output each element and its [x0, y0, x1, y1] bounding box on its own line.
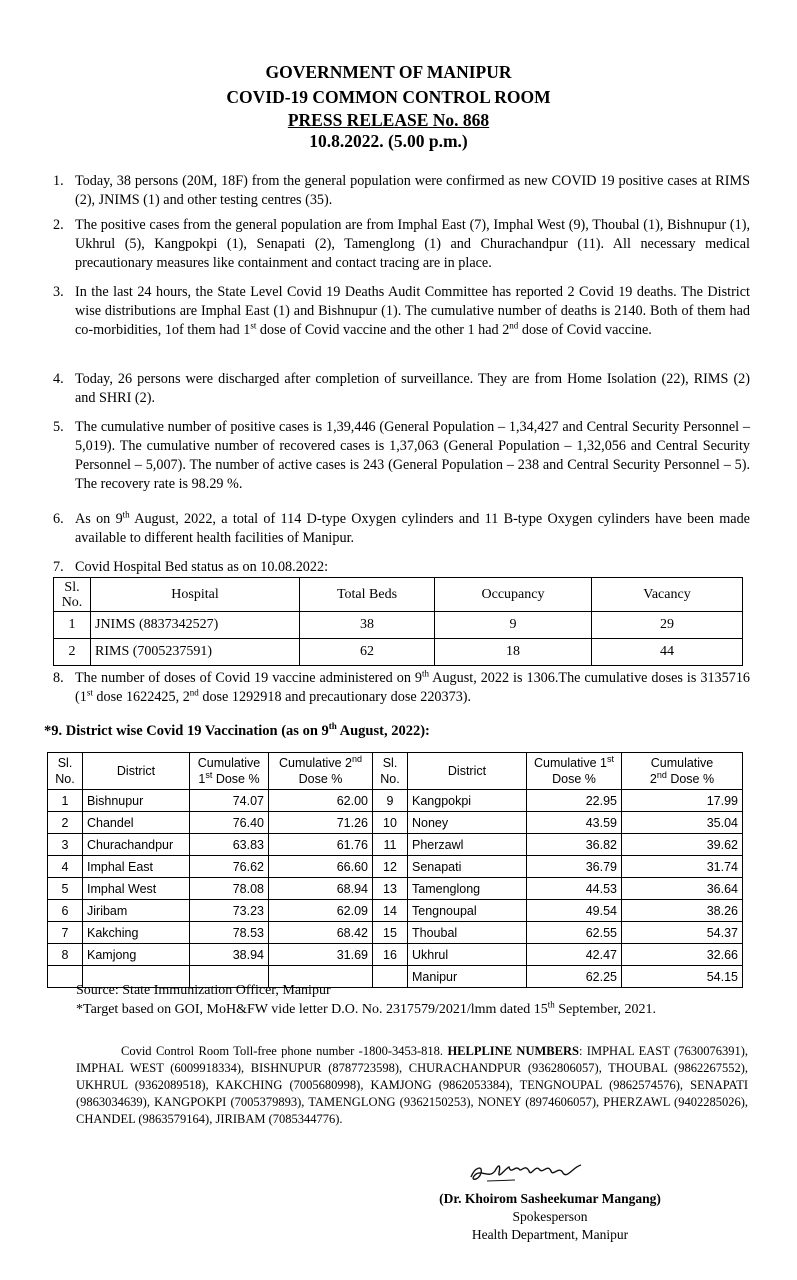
cell-district: Senapati — [408, 856, 527, 878]
hospital-bed-table — [53, 577, 743, 666]
cell-dose1: 76.40 — [190, 812, 269, 834]
cell-district: Bishnupur — [83, 790, 190, 812]
cell-district: Kamjong — [83, 944, 190, 966]
cell-sl: 8 — [48, 944, 83, 966]
cell-sl: 1 — [54, 612, 91, 639]
cell-dose2: 17.99 — [622, 790, 743, 812]
cell-sl: 13 — [373, 878, 408, 900]
cell-district: Kangpokpi — [408, 790, 527, 812]
cell-dose1: 62.25 — [527, 966, 622, 988]
header-control-room: COVID-19 COMMON CONTROL ROOM — [226, 87, 551, 107]
col-header-sl-right: Sl. No. — [373, 753, 408, 790]
cell-dose2: 32.66 — [622, 944, 743, 966]
cell-dose1: 44.53 — [527, 878, 622, 900]
table-row — [48, 922, 743, 944]
cell-sl: 15 — [373, 922, 408, 944]
cell-sl: 12 — [373, 856, 408, 878]
cell-dose2: 36.64 — [622, 878, 743, 900]
helpline-contact-text: Covid Control Room Toll-free phone number -1800-3453-818. HELPLINE NUMBERS: IMPHAL EAST (7630076391), IMPHAL WEST (6009918334), BISHNUPUR (8787723598), CHURACHANDPUR (9362806057), THOUBAL (9862267552), UKHRUL (9362089518), KAKCHING (7005680998), KAMJONG (9862053384), TENGNOUPAL (9862574576), SENAPATI (9863034639), KANGPOKPI (7005379893), TAMENGLONG (9362150253), NONEY (8974606057), PHERZAWL (9402285026), CHANDEL (9863579164), JIRIBAM (7085344776). — [76, 1044, 748, 1126]
cell-dose2: 68.42 — [269, 922, 373, 944]
target-note: *Target based on GOI, MoH&FW vide letter D.O. No. 2317579/2021/lmm dated 15th September, 2021. — [76, 999, 657, 1017]
cell-dose1: 78.53 — [190, 922, 269, 944]
cell-total-beds: 62 — [300, 639, 435, 666]
cell-dose1: 42.47 — [527, 944, 622, 966]
point-1 — [53, 172, 750, 210]
col-header-occupancy: Occupancy — [435, 578, 592, 612]
cell-occupancy: 18 — [435, 639, 592, 666]
cell-district: Tamenglong — [408, 878, 527, 900]
point-8 — [53, 669, 750, 707]
point-number: 4. — [53, 371, 64, 387]
cell-dose1: 38.94 — [190, 944, 269, 966]
cell-dose2: 62.09 — [269, 900, 373, 922]
point-3 — [53, 283, 750, 340]
cell-dose2: 54.37 — [622, 922, 743, 944]
cell-dose1: 49.54 — [527, 900, 622, 922]
point-number: 2. — [53, 217, 64, 233]
cell-district: Kakching — [83, 922, 190, 944]
col-header-sl: Sl. No. — [54, 578, 91, 612]
cell-district: Jiribam — [83, 900, 190, 922]
point-number: 8. — [53, 670, 64, 686]
cell-district: Thoubal — [408, 922, 527, 944]
cell-dose1: 36.79 — [527, 856, 622, 878]
point-7 — [53, 558, 750, 577]
point-text: The positive cases from the general population are from Imphal East (7), Imphal West (9), Thoubal (1), Bishnupur (1), Ukhrul (5), Kangpokpi (1), Senapati (2), Tamenglong (1) and Churachandpur (11). All necessary medical precautionary measures like containment and contact tracing are in place. — [75, 217, 750, 271]
cell-dose2: 31.74 — [622, 856, 743, 878]
cell-district: Churachandpur — [83, 834, 190, 856]
table-row — [48, 834, 743, 856]
point-text: As on 9th August, 2022, a total of 114 D-type Oxygen cylinders and 11 B-type Oxygen cylinders have been made available to different health facilities of Manipur. — [75, 509, 750, 546]
point-text: Today, 26 persons were discharged after completion of surveillance. They are from Home Isolation (22), RIMS (2) and SHRI (2). — [75, 371, 750, 406]
header-press-release-number: PRESS RELEASE No. 868 — [287, 110, 490, 130]
table-row — [48, 878, 743, 900]
point-number: 1. — [53, 173, 64, 189]
col-header-vacancy: Vacancy — [592, 578, 743, 612]
table-row — [48, 900, 743, 922]
cell-sl: 16 — [373, 944, 408, 966]
table-row — [54, 639, 743, 666]
cell-sl: 6 — [48, 900, 83, 922]
cell-dose1: 43.59 — [527, 812, 622, 834]
cell-sl: 2 — [54, 639, 91, 666]
cell-district: Ukhrul — [408, 944, 527, 966]
col-header-dose2-right: Cumulative 2nd Dose % — [622, 753, 743, 790]
signatory-role: Spokesperson — [512, 1209, 588, 1224]
cell-dose2: 35.04 — [622, 812, 743, 834]
point-6 — [53, 510, 750, 548]
signatory-name: (Dr. Khoirom Sasheekumar Mangang) — [439, 1191, 661, 1206]
cell-sl: 11 — [373, 834, 408, 856]
cell-hospital: JNIMS (8837342527) — [91, 612, 300, 639]
cell-dose2: 31.69 — [269, 944, 373, 966]
vaccination-section-title: *9. District wise Covid 19 Vaccination (as on 9th August, 2022): — [44, 721, 430, 739]
point-text: The cumulative number of positive cases is 1,39,446 (General Population – 1,34,427 and Central Security Personnel – 5,019). The cumulative number of recovered cases is 1,37,063 (General Population – 1,32,056 and Central Security Personnel – 5,007). The number of active cases is 243 (General Population – 238 and Central Security Personnel – 5). The recovery rate is 98.29 %. — [75, 419, 750, 492]
header-date-time: 10.8.2022. (5.00 p.m.) — [309, 131, 468, 151]
cell-district: Imphal West — [83, 878, 190, 900]
col-header-sl: Sl. No. — [48, 753, 83, 790]
cell-dose2: 68.94 — [269, 878, 373, 900]
cell-vacancy: 44 — [592, 639, 743, 666]
cell-dose1: 63.83 — [190, 834, 269, 856]
col-header-dose2: Cumulative 2nd Dose % — [269, 753, 373, 790]
cell-sl: 1 — [48, 790, 83, 812]
col-header-dose1: Cumulative 1st Dose % — [190, 753, 269, 790]
cell-hospital: RIMS (7005237591) — [91, 639, 300, 666]
cell-dose2: 54.15 — [622, 966, 743, 988]
col-header-district: District — [83, 753, 190, 790]
cell-dose2: 71.26 — [269, 812, 373, 834]
cell-dose1: 78.08 — [190, 878, 269, 900]
cell-sl: 5 — [48, 878, 83, 900]
cell-district: Pherzawl — [408, 834, 527, 856]
cell-district: Manipur — [408, 966, 527, 988]
table-row — [54, 612, 743, 639]
col-header-district-right: District — [408, 753, 527, 790]
cell-dose1: 73.23 — [190, 900, 269, 922]
cell-dose1: 74.07 — [190, 790, 269, 812]
cell-dose1: 22.95 — [527, 790, 622, 812]
cell-district: Imphal East — [83, 856, 190, 878]
cell-sl: 4 — [48, 856, 83, 878]
cell-vacancy: 29 — [592, 612, 743, 639]
header-government: GOVERNMENT OF MANIPUR — [265, 62, 512, 82]
cell-dose2: 62.00 — [269, 790, 373, 812]
point-number: 5. — [53, 419, 64, 435]
cell-dose2: 38.26 — [622, 900, 743, 922]
col-header-total-beds: Total Beds — [300, 578, 435, 612]
point-text: Today, 38 persons (20M, 18F) from the general population were confirmed as new COVID 19 positive cases at RIMS (2), JNIMS (1) and other testing centres (35). — [75, 173, 750, 208]
point-text: The number of doses of Covid 19 vaccine administered on 9th August, 2022 is 1306.The cumulative doses is 3135716 (1st dose 1622425, 2nd dose 1292918 and precautionary dose 220373). — [75, 668, 751, 705]
signatory-block — [390, 1190, 710, 1244]
cell-dose1: 36.82 — [527, 834, 622, 856]
source-note: Source: State Immunization Officer, Manipur — [76, 983, 331, 998]
cell-district: Tengnoupal — [408, 900, 527, 922]
cell-sl: 2 — [48, 812, 83, 834]
point-2 — [53, 216, 750, 273]
table-header-row — [48, 753, 743, 790]
signatory-department: Health Department, Manipur — [471, 1227, 629, 1242]
table-row — [48, 812, 743, 834]
vaccination-table — [47, 752, 743, 988]
table-row — [48, 944, 743, 966]
cell-sl: 3 — [48, 834, 83, 856]
cell-district: Chandel — [83, 812, 190, 834]
cell-district: Noney — [408, 812, 527, 834]
cell-dose2: 61.76 — [269, 834, 373, 856]
table-row — [48, 856, 743, 878]
point-5 — [53, 418, 750, 494]
point-number: 6. — [53, 511, 64, 527]
cell-dose1: 62.55 — [527, 922, 622, 944]
point-number: 3. — [53, 284, 64, 300]
vaccination-table-body — [48, 790, 743, 988]
cell-occupancy: 9 — [435, 612, 592, 639]
cell-dose1: 76.62 — [190, 856, 269, 878]
point-4 — [53, 370, 750, 408]
table-header-row — [54, 578, 743, 612]
cell-sl: 7 — [48, 922, 83, 944]
point-number: 7. — [53, 559, 64, 575]
cell-total-beds: 38 — [300, 612, 435, 639]
point-text: Covid Hospital Bed status as on 10.08.2022: — [75, 559, 329, 575]
cell-dose2: 39.62 — [622, 834, 743, 856]
cell-sl: 10 — [373, 812, 408, 834]
table-row — [48, 790, 743, 812]
cell-sl: 9 — [373, 790, 408, 812]
cell-sl — [373, 966, 408, 988]
cell-sl: 14 — [373, 900, 408, 922]
point-text: In the last 24 hours, the State Level Covid 19 Deaths Audit Committee has reported 2 Covid 19 deaths. The District wise distributions are Imphal East (1) and Bishnupur (1). The cumulative number of deaths is 2140. Both of them had co-morbidities, 1of them had 1st dose of Covid vaccine and the other 1 had 2nd dose of Covid vaccine. — [75, 284, 750, 338]
col-header-hospital: Hospital — [91, 578, 300, 612]
cell-dose2: 66.60 — [269, 856, 373, 878]
signature-image — [465, 1155, 585, 1189]
col-header-dose1-right: Cumulative 1st Dose % — [527, 753, 622, 790]
